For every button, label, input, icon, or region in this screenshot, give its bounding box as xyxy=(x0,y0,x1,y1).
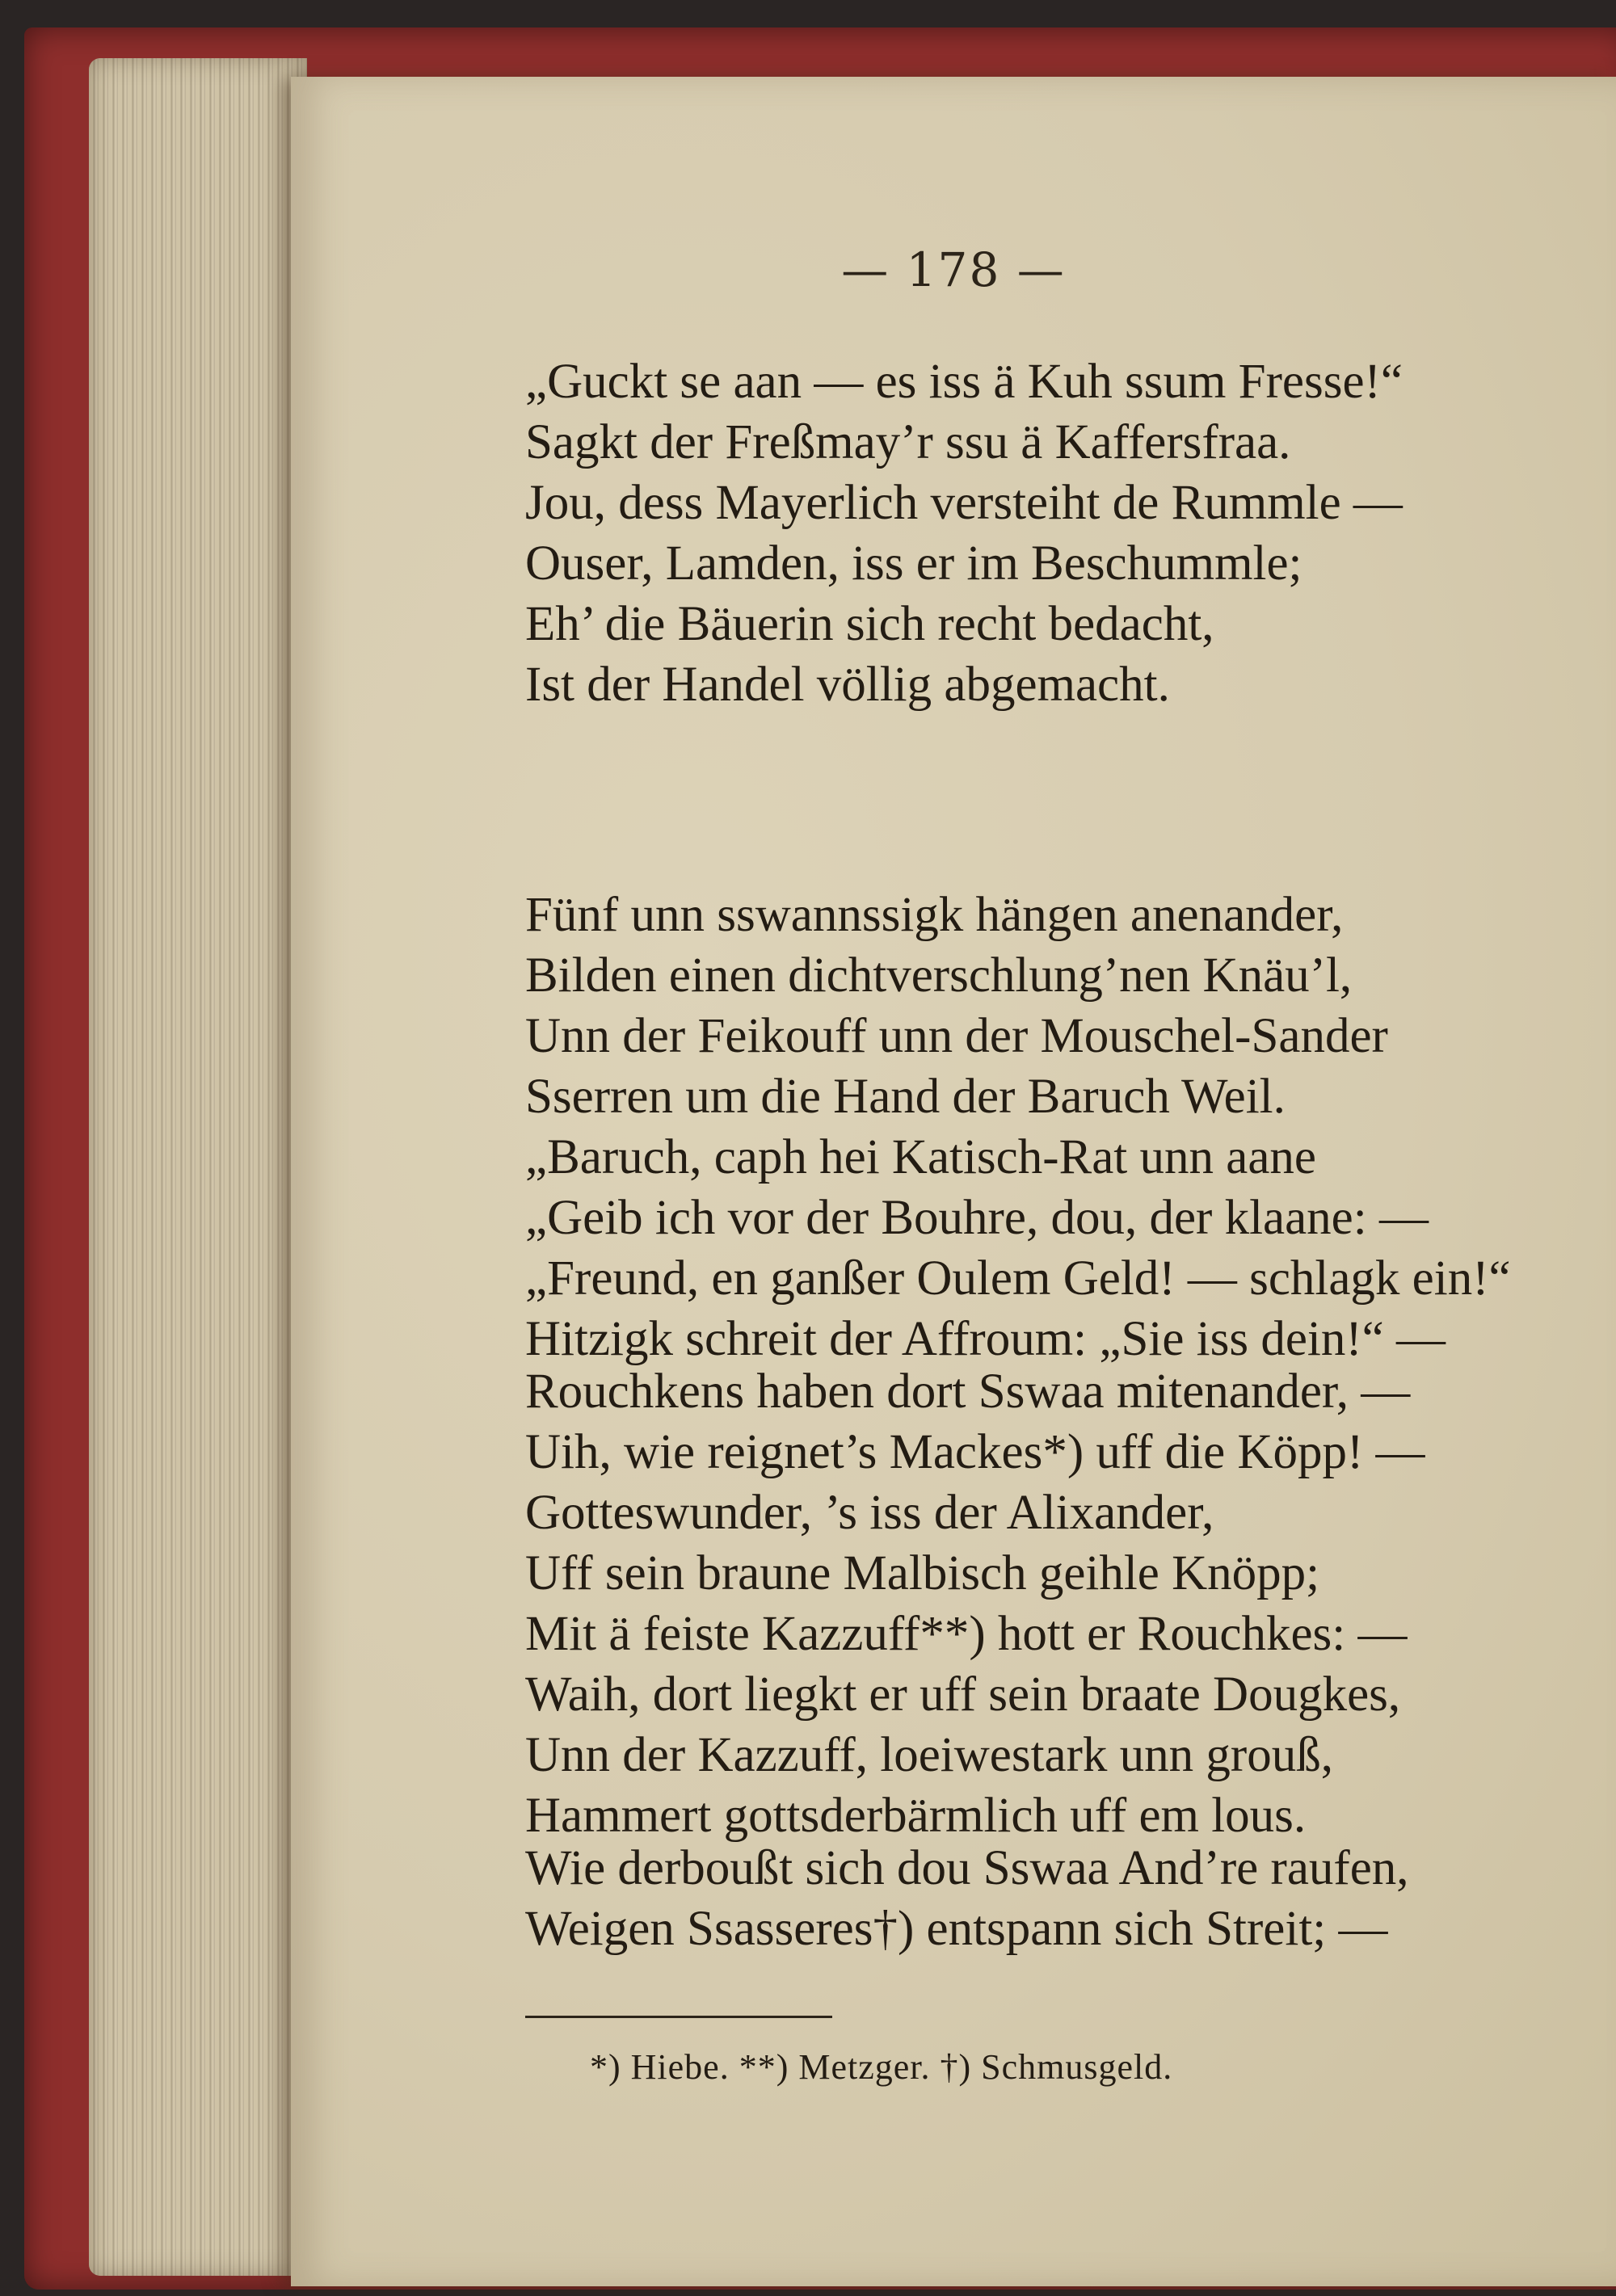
verse-line: Wie derboußt sich dou Sswaa And’re raufen, xyxy=(525,1841,1409,1895)
verse-line: „Freund, en ganßer Oulem Geld! — schlagk ein!“ xyxy=(525,1251,1511,1306)
verse-line: Sserren um die Hand der Baruch Weil. xyxy=(525,1070,1286,1124)
verse-line: Waih, dort liegkt er uff sein braate Dougkes, xyxy=(525,1667,1401,1722)
verse-line: Eh’ die Bäuerin sich recht bedacht, xyxy=(525,597,1214,651)
page-number: — 178 — xyxy=(841,242,1066,297)
verse-line: Rouchkens haben dort Sswaa mitenander, — xyxy=(525,1365,1411,1419)
verse-line: Hitzigk schreit der Affroum: „Sie iss dein!“ — xyxy=(525,1312,1446,1366)
stanza-1 xyxy=(525,351,1600,715)
verse-line: Weigen Ssasseres†) entspann sich Streit; — xyxy=(525,1902,1388,1956)
verse-line: Uih, wie reignet’s Mackes*) uff die Köpp! — xyxy=(525,1425,1425,1479)
verse-line: „Geib ich vor der Bouhre, dou, der klaane: — xyxy=(525,1191,1429,1245)
footnote: *) Hiebe. **) Metzger. †) Schmusgeld. xyxy=(590,2047,1173,2087)
stanza-4 xyxy=(525,1838,1600,1959)
verse-line: Unn der Kazzuff, loeiwestark unn grouß, xyxy=(525,1728,1333,1782)
verse-line: Hammert gottsderbärmlich uff em lous. xyxy=(525,1789,1307,1843)
verse-line: „Guckt se aan — es iss ä Kuh ssum Fresse!“ xyxy=(525,355,1403,409)
page-edges xyxy=(89,58,307,2276)
verse-line: Bilden einen dichtverschlung’nen Knäu’l, xyxy=(525,948,1353,1003)
book-page xyxy=(291,77,1616,2286)
verse-line: Jou, dess Mayerlich versteiht de Rummle — xyxy=(525,476,1403,530)
verse-line: Sagkt der Freßmay’r ssu ä Kaffersfraa. xyxy=(525,415,1291,469)
verse-line: Fünf unn sswannssigk hängen anenander, xyxy=(525,888,1344,942)
footnote-divider xyxy=(525,2016,832,2018)
verse-line: Uff sein braune Malbisch geihle Knöpp; xyxy=(525,1546,1320,1600)
verse-line: Unn der Feikouff unn der Mouschel-Sander xyxy=(525,1009,1388,1063)
stanza-2 xyxy=(525,885,1600,1369)
stanza-3 xyxy=(525,1361,1600,1846)
verse-line: „Baruch, caph hei Katisch-Rat unn aane xyxy=(525,1130,1316,1184)
verse-line: Mit ä feiste Kazzuff**) hott er Rouchkes: — xyxy=(525,1607,1408,1661)
verse-line: Gotteswunder, ’s iss der Alixander, xyxy=(525,1486,1214,1540)
verse-line: Ist der Handel völlig abgemacht. xyxy=(525,658,1170,712)
verse-line: Ouser, Lamden, iss er im Beschummle; xyxy=(525,536,1302,591)
